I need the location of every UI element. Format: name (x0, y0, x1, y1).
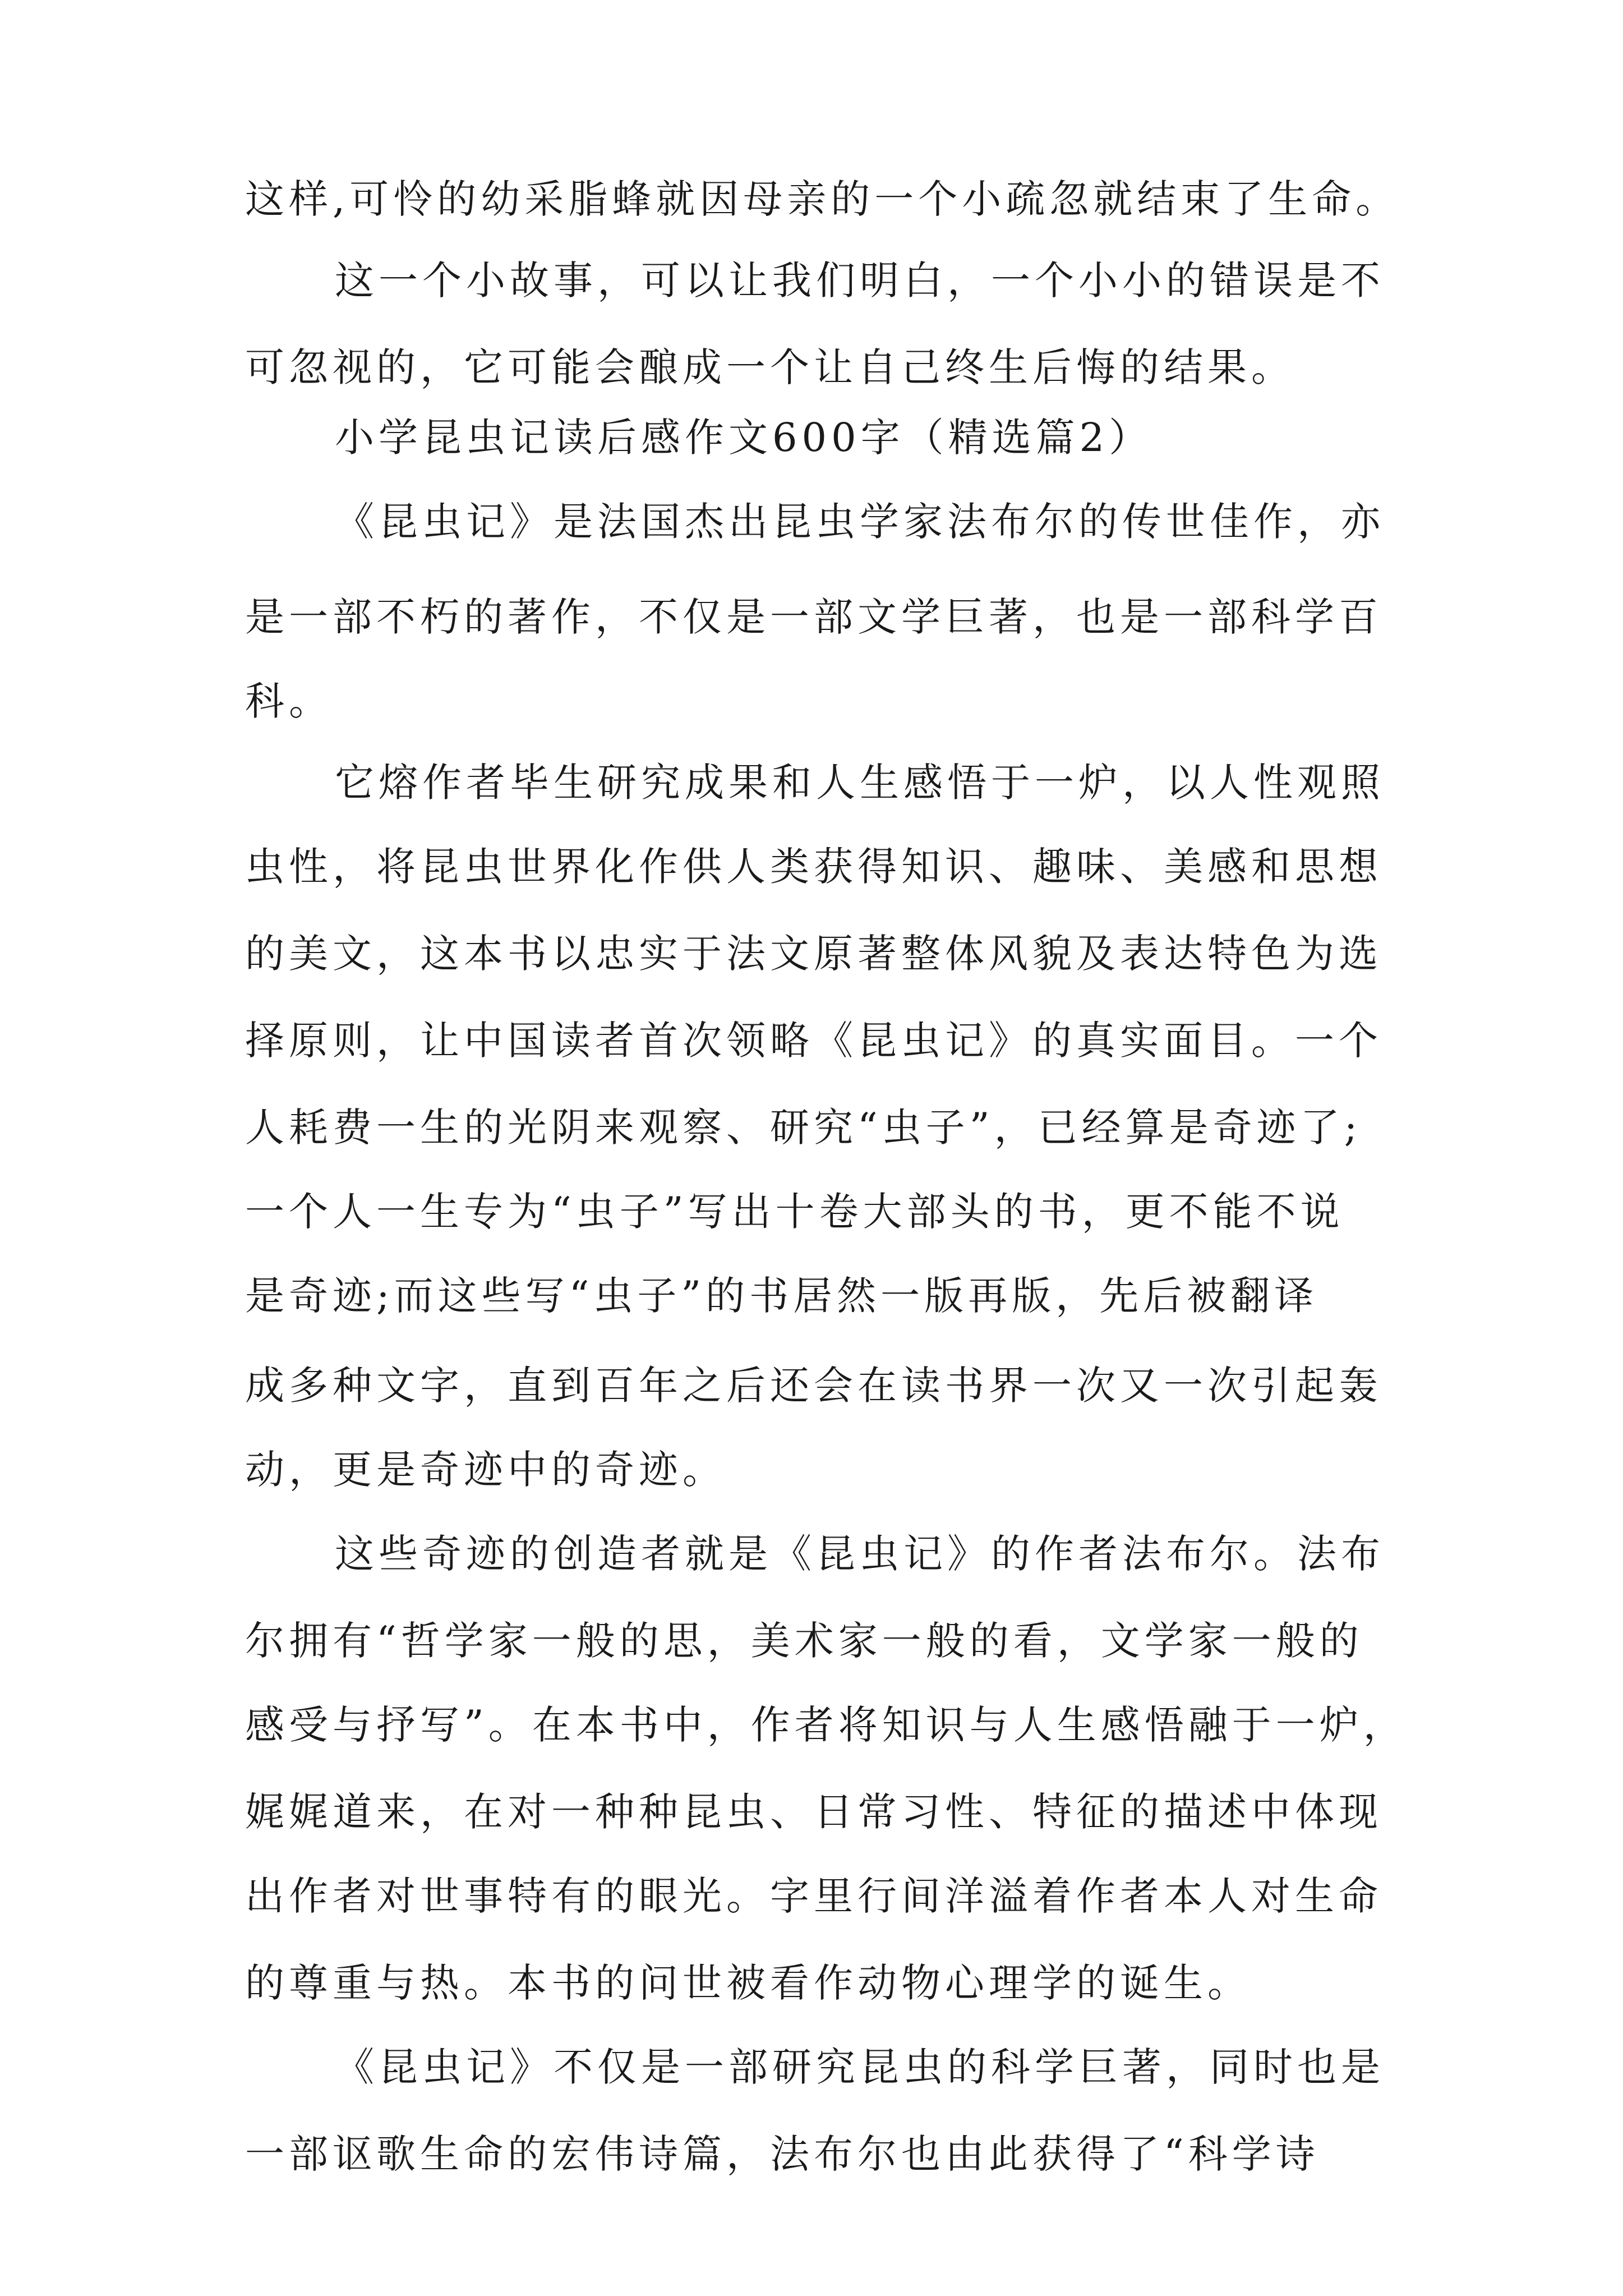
text-line: 虫性，将昆虫世界化作供人类获得知识、趣味、美感和思想 (245, 844, 1382, 890)
text-line: 《昆虫记》是法国杰出昆虫学家法布尔的传世佳作，亦 (335, 499, 1385, 545)
text-line: 一个人一生专为“虫子”写出十卷大部头的书，更不能不说 (245, 1189, 1344, 1235)
text-line: 成多种文字，直到百年之后还会在读书界一次又一次引起轰 (245, 1363, 1382, 1409)
text-line: 一部讴歌生命的宏伟诗篇，法布尔也由此获得了“科学诗 (245, 2131, 1320, 2177)
text-line: 动，更是奇迹中的奇迹。 (245, 1447, 726, 1493)
text-line: 可忽视的，它可能会酿成一个让自己终生后悔的结果。 (245, 344, 1295, 390)
text-line: 它熔作者毕生研究成果和人生感悟于一炉，以人性观照 (335, 760, 1385, 806)
text-line: 娓娓道来，在对一种种昆虫、日常习性、特征的描述中体现 (245, 1789, 1382, 1835)
text-line: 的尊重与热。本书的问世被看作动物心理学的诞生。 (245, 1960, 1251, 2006)
text-line: 尔拥有“哲学家一般的思，美术家一般的看，文学家一般的 (245, 1618, 1363, 1664)
document-body (245, 176, 1434, 2188)
text-line: 感受与抒写”。在本书中，作者将知识与人生感悟融于一炉， (245, 1702, 1407, 1748)
section-heading: 小学昆虫记读后感作文600字（精选篇2） (335, 415, 1153, 461)
text-line: 科。 (245, 678, 333, 724)
text-line: 择原则，让中国读者首次领略《昆虫记》的真实面目。一个 (245, 1018, 1382, 1064)
text-line: 出作者对世事特有的眼光。字里行间洋溢着作者本人对生命 (245, 1873, 1382, 1919)
text-line: 这样,可怜的幼采脂蜂就因母亲的一个小疏忽就结束了生命。 (245, 176, 1400, 222)
text-line: 是一部不朽的著作，不仅是一部文学巨著，也是一部科学百 (245, 594, 1382, 640)
text-line: 《昆虫记》不仅是一部研究昆虫的科学巨著，同时也是 (335, 2044, 1385, 2090)
text-line: 这一个小故事，可以让我们明白，一个小小的错误是不 (335, 257, 1385, 303)
text-line: 人耗费一生的光阴来观察、研究“虫子”，已经算是奇迹了; (245, 1105, 1362, 1151)
text-line: 这些奇迹的创造者就是《昆虫记》的作者法布尔。法布 (335, 1531, 1385, 1577)
text-line: 是奇迹;而这些写“虫子”的书居然一版再版，先后被翻译 (245, 1273, 1318, 1319)
text-line: 的美文，这本书以忠实于法文原著整体风貌及表达特色为选 (245, 931, 1382, 977)
